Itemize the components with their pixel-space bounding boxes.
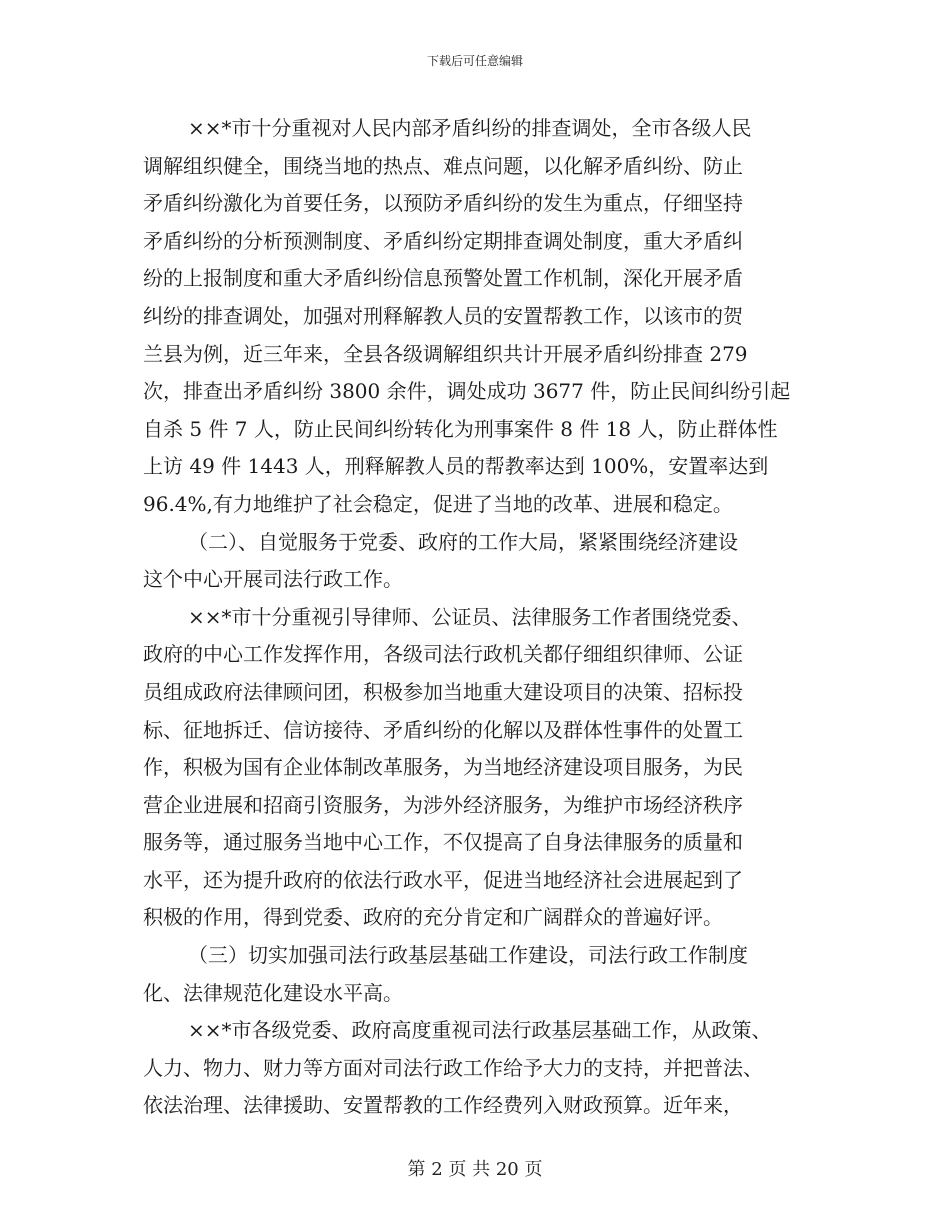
section-heading-line: 这个中心开展司法行政工作。: [143, 567, 403, 592]
text-line: 96.4%,有力地维护了社会稳定，促进了当地的改革、进展和稳定。: [143, 491, 733, 516]
text-line: 标、征地拆迁、信访接待、矛盾纠纷的化解以及群体性事件的处置工: [143, 717, 743, 742]
page-footer: 第 2 页 共 20 页: [407, 1159, 543, 1180]
text-line: 兰县为例，近三年来，全县各级调解组织共计开展矛盾纠纷排查 279: [143, 341, 748, 366]
text-line: 依法治理、法律援助、安置帮教的工作经费列入财政预算。近年来，: [143, 1093, 743, 1118]
text-line: 作，积极为国有企业体制改革服务，为当地经济建设项目服务，为民: [143, 755, 743, 780]
text-line: 服务等，通过服务当地中心工作，不仅提高了自身法律服务的质量和: [143, 830, 743, 855]
text-line: 自杀 5 件 7 人，防止民间纠纷转化为刑事案件 8 件 18 人，防止群体性: [143, 416, 778, 441]
text-line: 积极的作用，得到党委、政府的充分肯定和广阔群众的普遍好评。: [143, 905, 723, 930]
text-line: 矛盾纠纷的分析预测制度、矛盾纠纷定期排查调处制度，重大矛盾纠: [143, 228, 743, 253]
text-line: 水平，还为提升政府的依法行政水平，促进当地经济社会进展起到了: [143, 867, 743, 892]
text-line: 次，排查出矛盾纠纷 3800 余件，调处成功 3677 件，防止民间纠纷引起: [143, 379, 791, 404]
text-line: ××*市各级党委、政府高度重视司法行政基层基础工作，从政策、: [188, 1018, 772, 1043]
section-heading-line: （二）、自觉服务于党委、政府的工作大局，紧紧围绕经济建设: [188, 529, 738, 554]
text-line: 矛盾纠纷激化为首要任务，以预防矛盾纠纷的发生为重点，仔细坚持: [143, 191, 743, 216]
text-line: ××*市十分重视对人民内部矛盾纠纷的排查调处，全市各级人民: [188, 116, 752, 140]
text-line: 上访 49 件 1443 人，刑释解教人员的帮教率达到 100%，安置率达到: [143, 454, 769, 479]
section-heading-line: （三）切实加强司法行政基层基础工作建设，司法行政工作制度: [188, 943, 748, 968]
text-line: 人力、物力、财力等方面对司法行政工作给予大力的支持，并把普法、: [143, 1055, 763, 1080]
text-line: 纠纷的排查调处，加强对刑释解教人员的安置帮教工作，以该市的贺: [143, 303, 743, 328]
text-line: 调解组织健全，围绕当地的热点、难点问题，以化解矛盾纠纷、防止: [143, 153, 743, 178]
text-line: 纷的上报制度和重大矛盾纠纷信息预警处置工作机制，深化开展矛盾: [143, 266, 743, 291]
text-line: 政府的中心工作发挥作用，各级司法行政机关都仔细组织律师、公证: [143, 642, 743, 667]
text-line: ××*市十分重视引导律师、公证员、法律服务工作者围绕党委、: [188, 604, 752, 629]
document-body: [143, 110, 833, 1125]
section-heading-line: 化、法律规范化建设水平高。: [143, 980, 403, 1005]
text-line: 营企业进展和招商引资服务，为涉外经济服务，为维护市场经济秩序: [143, 792, 743, 817]
page-header: 下载后可任意编辑: [426, 54, 523, 68]
text-line: 员组成政府法律顾问团，积极参加当地重大建设项目的决策、招标投: [143, 679, 743, 704]
